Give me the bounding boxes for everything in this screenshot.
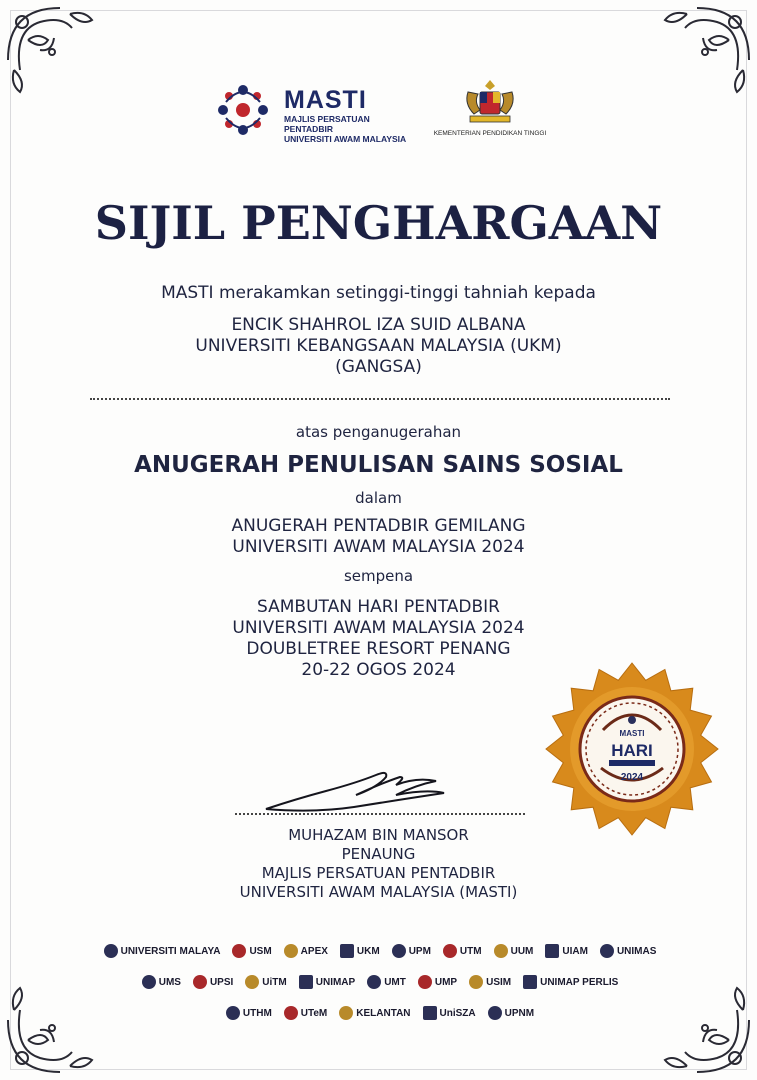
dotted-divider bbox=[90, 398, 670, 400]
partner-logo bbox=[284, 1002, 327, 1024]
partner-logo-label: KELANTAN bbox=[356, 1007, 411, 1019]
coat-of-arms-icon bbox=[460, 78, 520, 128]
partner-logo-label: UKM bbox=[356, 945, 380, 957]
award-name: ANUGERAH PENULISAN SAINS SOSIAL bbox=[134, 452, 623, 478]
signatory-org-line2: UNIVERSITI AWAM MALAYSIA (MASTI) bbox=[239, 883, 518, 901]
partner-logo-label: UTeM bbox=[300, 1007, 328, 1019]
signatory-role: PENAUNG bbox=[341, 845, 416, 863]
partner-logo bbox=[142, 971, 181, 993]
partner-logo-label: USM bbox=[249, 945, 272, 957]
partner-logo bbox=[600, 940, 656, 962]
masti-logo-subtitle bbox=[284, 114, 412, 144]
event-line1: SAMBUTAN HARI PENTADBIR bbox=[257, 597, 500, 617]
ministry-logo-label: KEMENTERIAN PENDIDIKAN TINGGI bbox=[433, 130, 547, 137]
partner-logo-label: UMT bbox=[384, 976, 406, 988]
partner-logo-label: UPSI bbox=[209, 976, 234, 988]
partner-logo bbox=[299, 971, 355, 993]
partner-logo bbox=[523, 971, 618, 993]
partner-emblem-icon bbox=[339, 1006, 353, 1020]
partner-emblem-icon bbox=[284, 944, 298, 958]
certificate-title: SIJIL PENGHARGAAN bbox=[94, 196, 663, 250]
masti-subtitle-line1: MAJLIS PERSATUAN PENTADBIR bbox=[284, 114, 370, 134]
seal-text-year: 2024 bbox=[620, 772, 644, 783]
partner-logo bbox=[340, 940, 380, 962]
partner-emblem-icon bbox=[245, 975, 259, 989]
partner-emblem-icon bbox=[600, 944, 614, 958]
recipient-name: ENCIK SHAHROL IZA SUID ALBANA bbox=[231, 315, 526, 335]
partner-logo bbox=[284, 940, 328, 962]
partner-logo-label: UniSZA bbox=[439, 1007, 476, 1019]
connector-event: sempena bbox=[343, 567, 414, 585]
partner-emblem-icon bbox=[423, 1006, 437, 1020]
recipient-block bbox=[0, 315, 757, 378]
partner-logo bbox=[469, 971, 511, 993]
partner-emblem-icon bbox=[443, 944, 457, 958]
partner-emblem-icon bbox=[142, 975, 156, 989]
connector-program: dalam bbox=[355, 489, 402, 507]
partner-emblem-icon bbox=[418, 975, 432, 989]
partner-logo-label: UMP bbox=[434, 976, 458, 988]
event-line4: 20-22 OGOS 2024 bbox=[301, 660, 456, 680]
event-line2: UNIVERSITI AWAM MALAYSIA 2024 bbox=[232, 618, 525, 638]
partner-emblem-icon bbox=[469, 975, 483, 989]
ministry-logo bbox=[430, 78, 550, 144]
program-line1: ANUGERAH PENTADBIR GEMILANG bbox=[231, 516, 526, 536]
program-block bbox=[0, 516, 757, 558]
partner-row-1 bbox=[100, 940, 660, 962]
partner-logo bbox=[232, 940, 271, 962]
partner-logo bbox=[226, 1002, 272, 1024]
partner-emblem-icon bbox=[284, 1006, 298, 1020]
partner-logo-label: UiTM bbox=[262, 976, 287, 988]
partner-emblem-icon bbox=[367, 975, 381, 989]
partner-emblem-icon bbox=[523, 975, 537, 989]
partner-logo-label: UTHM bbox=[242, 1007, 272, 1019]
hari-pentadbir-seal bbox=[543, 660, 721, 838]
partner-logo bbox=[494, 940, 534, 962]
recipient-category: (GANGSA) bbox=[335, 357, 422, 377]
partner-logos bbox=[100, 940, 660, 1040]
partner-logo bbox=[339, 1002, 410, 1024]
signatory-org-line1: MAJLIS PERSATUAN PENTADBIR bbox=[261, 864, 496, 882]
partner-emblem-icon bbox=[392, 944, 406, 958]
partner-logo bbox=[104, 940, 221, 962]
partner-logo-label: APEX bbox=[300, 945, 328, 957]
masti-subtitle-line2: UNIVERSITI AWAM MALAYSIA bbox=[284, 134, 407, 144]
partner-logo bbox=[423, 1002, 476, 1024]
partner-emblem-icon bbox=[226, 1006, 240, 1020]
partner-emblem-icon bbox=[340, 944, 354, 958]
signatory-block bbox=[0, 826, 757, 902]
partner-logo bbox=[367, 971, 406, 993]
event-line3: DOUBLETREE RESORT PENANG bbox=[246, 639, 511, 659]
partner-emblem-icon bbox=[545, 944, 559, 958]
seal-text-top: MASTI bbox=[619, 729, 645, 738]
partner-logo-label: USIM bbox=[486, 976, 512, 988]
partner-emblem-icon bbox=[299, 975, 313, 989]
corner-ornament-icon bbox=[637, 0, 757, 120]
partner-logo bbox=[545, 940, 588, 962]
intro-text: MASTI merakamkan setinggi-tinggi tahniah kepada bbox=[161, 283, 596, 303]
partner-logo-label: UPM bbox=[408, 945, 431, 957]
partner-emblem-icon bbox=[193, 975, 207, 989]
partner-logo-label: UTM bbox=[459, 945, 482, 957]
program-line2: UNIVERSITI AWAM MALAYSIA 2024 bbox=[232, 537, 525, 557]
seal-text-middle: HARI bbox=[611, 741, 653, 760]
partner-logo bbox=[418, 971, 457, 993]
masti-emblem-icon bbox=[212, 80, 274, 140]
partner-row-2 bbox=[100, 971, 660, 993]
partner-logo bbox=[193, 971, 233, 993]
partner-logo bbox=[245, 971, 286, 993]
signatory-name: MUHAZAM BIN MANSOR bbox=[288, 826, 469, 844]
partner-logo-label: UIAM bbox=[562, 945, 588, 957]
masti-logo-name: MASTI bbox=[284, 86, 367, 114]
partner-row-3 bbox=[100, 1002, 660, 1024]
partner-logo-label: UUM bbox=[510, 945, 534, 957]
signature-line bbox=[235, 813, 525, 815]
partner-logo-label: UNIVERSITI MALAYA bbox=[120, 945, 221, 957]
partner-logo-label: UMS bbox=[158, 976, 181, 988]
partner-logo-label: UNIMAP bbox=[315, 976, 356, 988]
partner-emblem-icon bbox=[232, 944, 246, 958]
partner-emblem-icon bbox=[104, 944, 118, 958]
partner-logo bbox=[488, 1002, 534, 1024]
recipient-institution: UNIVERSITI KEBANGSAAN MALAYSIA (UKM) bbox=[195, 336, 562, 356]
signature-icon bbox=[262, 765, 447, 817]
corner-ornament-icon bbox=[0, 0, 120, 120]
connector-award: atas penganugerahan bbox=[295, 423, 462, 441]
partner-logo-label: UNIMAS bbox=[616, 945, 657, 957]
masti-logo bbox=[212, 80, 412, 144]
partner-logo-label: UNIMAP PERLIS bbox=[540, 976, 619, 988]
partner-emblem-icon bbox=[494, 944, 508, 958]
partner-logo bbox=[392, 940, 431, 962]
partner-logo bbox=[443, 940, 482, 962]
partner-logo-label: UPNM bbox=[504, 1007, 535, 1019]
partner-emblem-icon bbox=[488, 1006, 502, 1020]
